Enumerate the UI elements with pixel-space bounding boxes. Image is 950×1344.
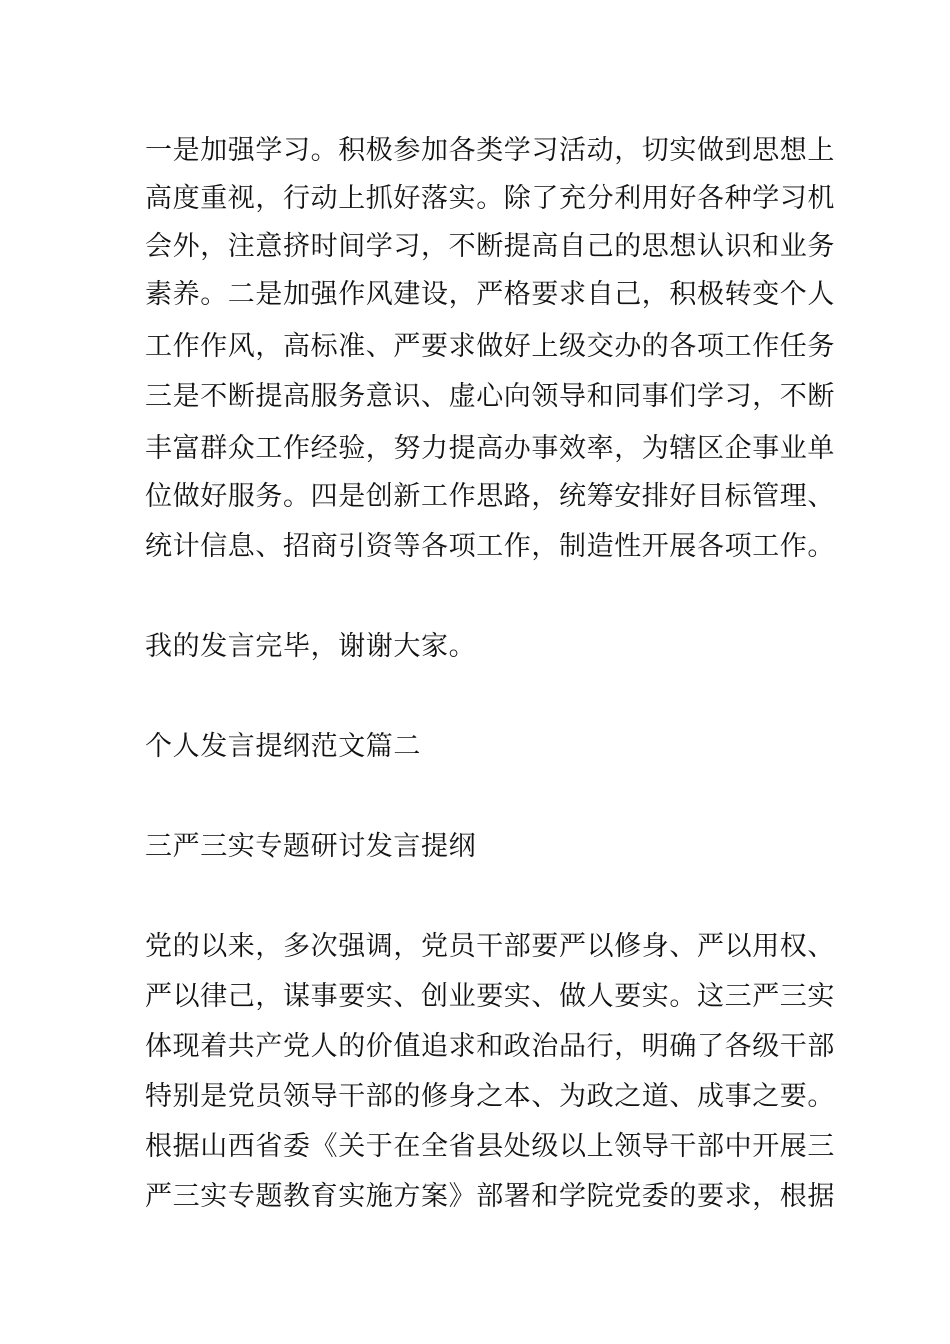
closing-remark: 我的发言完毕，谢谢大家。 [145,631,477,662]
paragraph-line: 高度重视，行动上抓好落实。除了充分利用好各种学习机 [145,183,835,214]
paragraph-line: 三是不断提高服务意识、虚心向领导和同事们学习，不断 [145,381,835,412]
paragraph-line: 严三实专题教育实施方案》部署和学院党委的要求，根据 [145,1181,835,1212]
section-heading: 个人发言提纲范文篇二 [145,731,421,762]
paragraph-line: 会外，注意挤时间学习，不断提高自己的思想认识和业务 [145,231,835,262]
paragraph-line: 严以律己，谋事要实、创业要实、做人要实。这三严三实 [145,981,835,1012]
section-subtitle: 三严三实专题研讨发言提纲 [145,831,477,862]
paragraph-line: 位做好服务。四是创新工作思路，统筹安排好目标管理、 [145,481,835,512]
paragraph-line: 特别是党员领导干部的修身之本、为政之道、成事之要。 [145,1081,835,1112]
paragraph-line: 党的以来，多次强调，党员干部要严以修身、严以用权、 [145,931,835,962]
paragraph-line: 素养。二是加强作风建设，严格要求自己，积极转变个人 [145,279,835,310]
paragraph-line: 丰富群众工作经验，努力提高办事效率，为辖区企事业单 [145,433,835,464]
paragraph-line: 根据山西省委《关于在全省县处级以上领导干部中开展三 [145,1131,835,1162]
paragraph-line: 一是加强学习。积极参加各类学习活动，切实做到思想上 [145,135,835,166]
paragraph-line: 体现着共产党人的价值追求和政治品行，明确了各级干部 [145,1031,835,1062]
paragraph-line: 工作作风，高标准、严要求做好上级交办的各项工作任务 [145,331,835,362]
paragraph-line: 统计信息、招商引资等各项工作，制造性开展各项工作。 [145,531,835,562]
